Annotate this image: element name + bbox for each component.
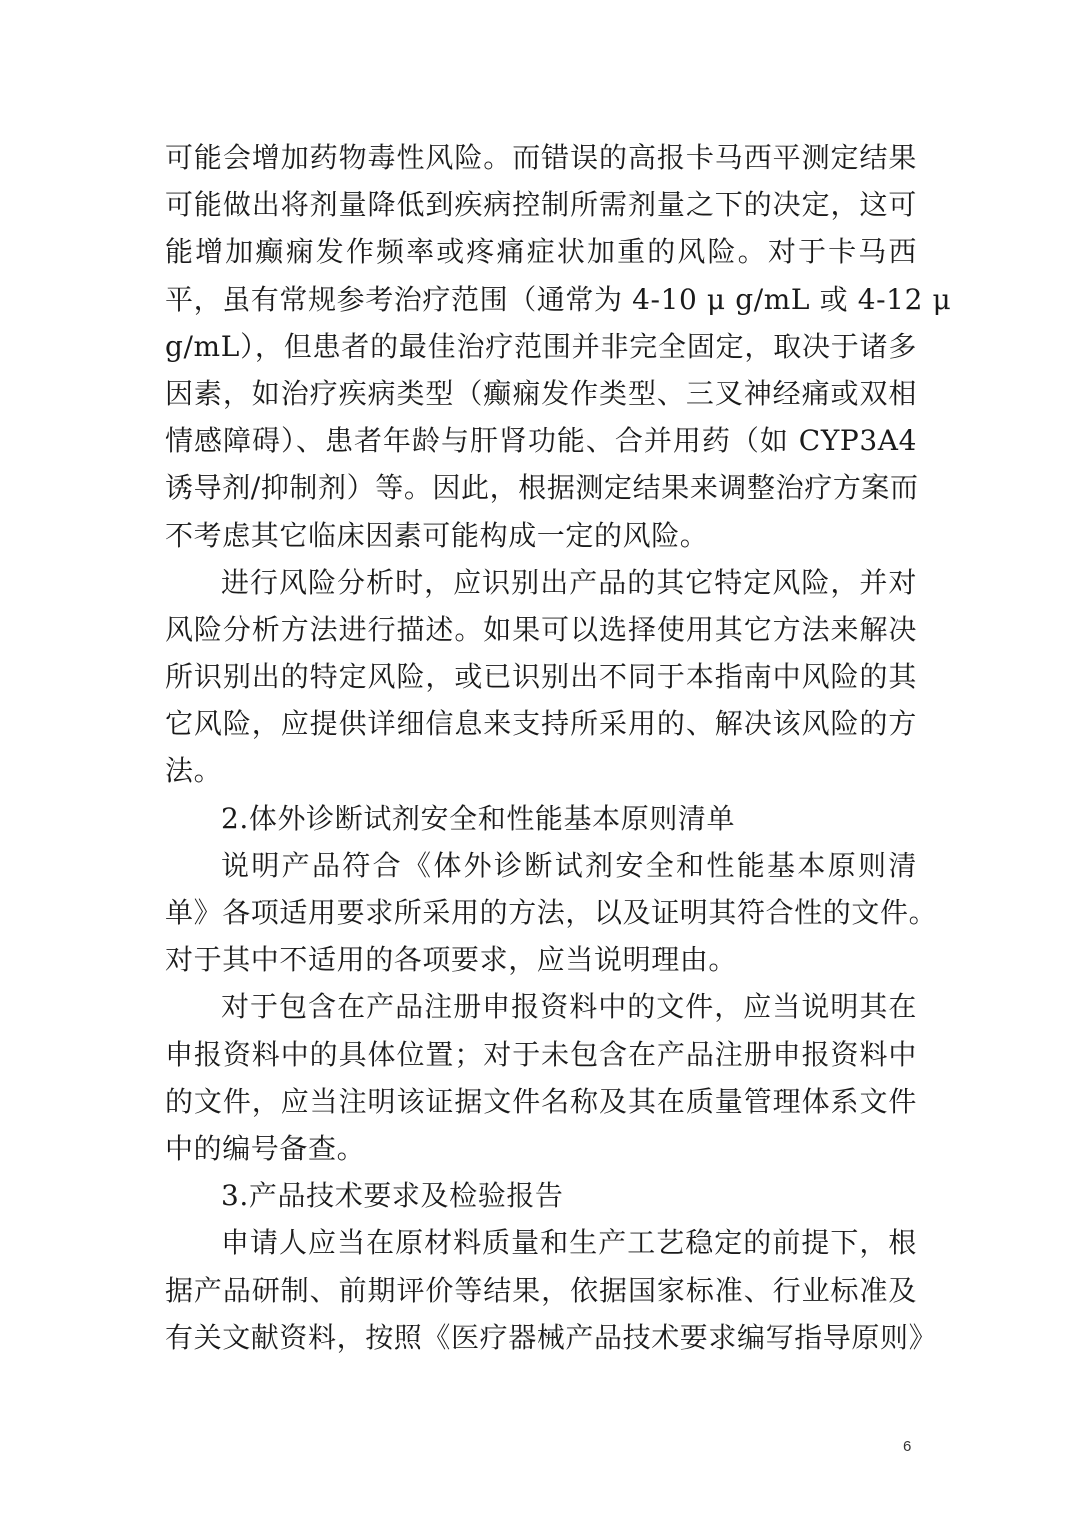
text-line: 诱导剂/抑制剂）等。因此，根据测定结果来调整治疗方案而	[165, 471, 919, 505]
text-line: 法。	[165, 754, 223, 788]
text-line: 申报资料中的具体位置；对于未包含在产品注册申报资料中	[165, 1037, 917, 1071]
text-line: 单》各项适用要求所采用的方法，以及证明其符合性的文件。	[165, 896, 938, 929]
body-text	[165, 134, 952, 1361]
text-line: 情感障碍）、患者年龄与肝肾功能、合并用药（如 CYP3A4	[165, 424, 917, 458]
text-line: 中的编号备查。	[165, 1131, 366, 1165]
text-line: 它风险，应提供详细信息来支持所采用的、解决该风险的方	[165, 707, 917, 741]
text-line: g/mL），但患者的最佳治疗范围并非完全固定，取决于诸多	[165, 329, 917, 363]
text-line: 对于其中不适用的各项要求，应当说明理由。	[165, 943, 738, 977]
text-line: 所识别出的特定风险，或已识别出不同于本指南中风险的其	[165, 660, 917, 694]
text-line: 申请人应当在原材料质量和生产工艺稳定的前提下，根	[221, 1226, 917, 1260]
text-line: 风险分析方法进行描述。如果可以选择使用其它方法来解决	[165, 612, 917, 646]
text-line: 因素，如治疗疾病类型（癫痫发作类型、三叉神经痛或双相	[165, 376, 917, 410]
text-line: 3.产品技术要求及检验报告	[221, 1179, 564, 1213]
page-number: 6	[903, 1438, 912, 1455]
text-line: 2.体外诊断试剂安全和性能基本原则清单	[221, 801, 736, 835]
text-line: 有关文献资料，按照《医疗器械产品技术要求编写指导原则》	[165, 1320, 938, 1354]
text-line: 说明产品符合《体外诊断试剂安全和性能基本原则清	[221, 848, 917, 882]
text-line: 的文件，应当注明该证据文件名称及其在质量管理体系文件	[165, 1084, 917, 1118]
text-line: 可能做出将剂量降低到疾病控制所需剂量之下的决定，这可	[165, 188, 917, 222]
text-line: 可能会增加药物毒性风险。而错误的高报卡马西平测定结果	[165, 141, 917, 174]
text-line: 平，虽有常规参考治疗范围（通常为 4-10 μ g/mL 或 4-12 μ	[165, 282, 952, 316]
text-line: 能增加癫痫发作频率或疼痛症状加重的风险。对于卡马西	[165, 235, 917, 269]
text-line: 进行风险分析时，应识别出产品的其它特定风险，并对	[221, 565, 917, 599]
text-line: 不考虑其它临床因素可能构成一定的风险。	[165, 518, 709, 552]
text-line: 对于包含在产品注册申报资料中的文件，应当说明其在	[221, 990, 917, 1024]
text-line: 据产品研制、前期评价等结果，依据国家标准、行业标准及	[165, 1273, 917, 1307]
